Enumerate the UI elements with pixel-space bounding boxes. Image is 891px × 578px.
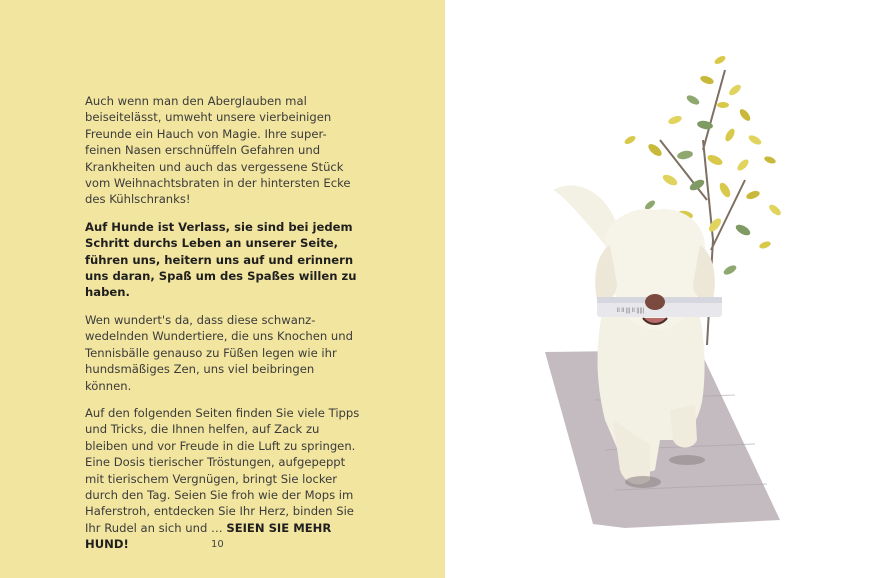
dog-nose [645, 294, 665, 310]
paragraph-wonder: Wen wundert's da, dass diese schwanz-wedelnden Wundertiere, die uns Knochen und Tennisbälle genauso zu Füßen legen wie ihr hundsmäßiges Zen, uns viel beibringen können. [85, 312, 353, 393]
right-page [445, 0, 891, 578]
paragraph-tips [85, 405, 360, 553]
paragraph-bold: Auf Hunde ist Verlass, sie sind bei jedem Schritt durchs Leben an unserer Seite, führen uns, heitern uns auf und erinnern uns daran, Spaß um des Spaßes willen zu haben. [85, 219, 357, 300]
body-text [85, 93, 360, 564]
page-number: 10 [211, 539, 224, 550]
closing-caps: SEIEN SIE MEHR HUND! [85, 520, 332, 552]
svg-text:ll ll ||| ll |||||: ll ll ||| ll ||||| [617, 308, 645, 314]
paragraph-tips-text: Auf den folgenden Seiten finden Sie viele Tipps und Tricks, die Ihnen helfen, auf Zack zu bleiben und vor Freude in die Luft zu springen. Eine Dosis tierischer Tröstungen, aufgepeppt mit tierischem Vergnügen, bringt Sie locker durch den Tag. Seien Sie froh wie der Mops im Haferstroh, entdecken Sie Ihr Herz, binden Sie Ihr Rudel an sich und … [85, 405, 360, 535]
dog-illustration [445, 0, 891, 578]
paragraph-intro: Auch wenn man den Aberglauben mal beiseitelässt, umweht unsere vierbeinigen Freunde ein Hauch von Magie. Ihre super-feinen Nasen erschnüffeln Gefahren und Krankheiten und auch das vergessene Stück vom Weihnachtsbraten in der hintersten Ecke des Kühlschranks! [85, 94, 351, 207]
dog-leg-right [670, 405, 697, 448]
left-page [0, 0, 445, 578]
